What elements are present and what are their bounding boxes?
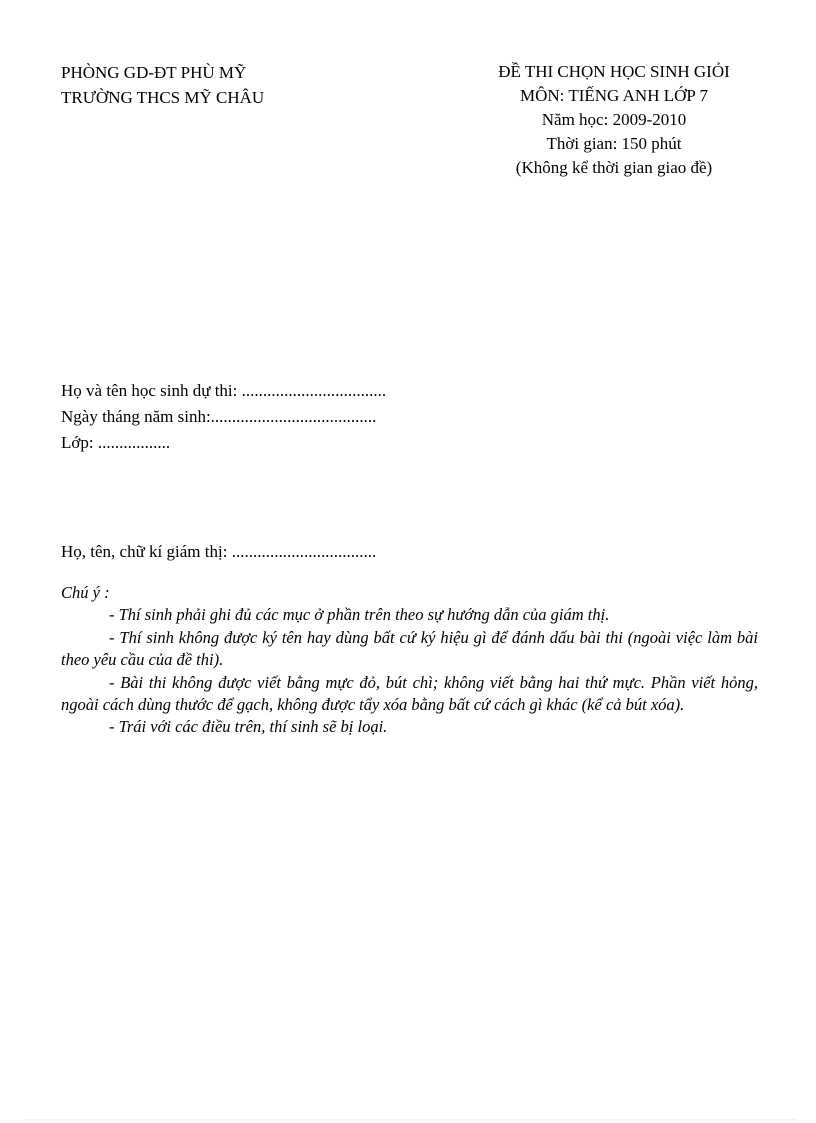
- student-info: [61, 378, 386, 456]
- exam-duration: Thời gian: 150 phút: [546, 134, 682, 153]
- school-year: Năm học: 2009-2010: [541, 110, 687, 129]
- exam-subject: MÔN: TIẾNG ANH LỚP 7: [520, 86, 708, 105]
- proctor-signature-line: Họ, tên, chữ kí giám thị: ..................................: [61, 542, 377, 561]
- note-item: - Trái với các điều trên, thí sinh sẽ bị loại.: [109, 717, 388, 737]
- page-bottom-border: [25, 1119, 795, 1120]
- note-item: - Bài thi không được viết bằng mực đỏ, bút chì; không viết bằng hai thứ mực. Phần viết hỏng, ngoài cách dùng thước để gạch, không được tẩy xóa bằng bất cứ cách gì khác (kể cả bút xóa).: [61, 672, 758, 715]
- department-name: PHÒNG GD-ĐT PHÙ MỸ: [61, 63, 247, 82]
- header-left: [61, 60, 264, 110]
- student-class-line: Lớp: .................: [61, 433, 171, 452]
- exam-title: ĐỀ THI CHỌN HỌC SINH GIỎI: [498, 62, 730, 81]
- note-item: - Thí sinh không được ký tên hay dùng bất cứ ký hiệu gì để đánh dấu bài thi (ngoài việc làm bài theo yêu cầu của đề thi).: [61, 627, 758, 670]
- duration-note: (Không kể thời gian giao đề): [515, 158, 713, 177]
- school-name: TRƯỜNG THCS MỸ CHÂU: [61, 88, 265, 107]
- student-dob-line: Ngày tháng năm sinh:.......................................: [61, 407, 377, 426]
- student-name-line: Họ và tên học sinh dự thi: ..................................: [61, 381, 387, 400]
- notes-section: [61, 582, 758, 739]
- notes-title: Chú ý :: [61, 583, 110, 602]
- note-item: - Thí sinh phải ghi đủ các mục ở phần trên theo sự hướng dẫn của giám thị.: [109, 605, 610, 625]
- header-right: [440, 60, 788, 180]
